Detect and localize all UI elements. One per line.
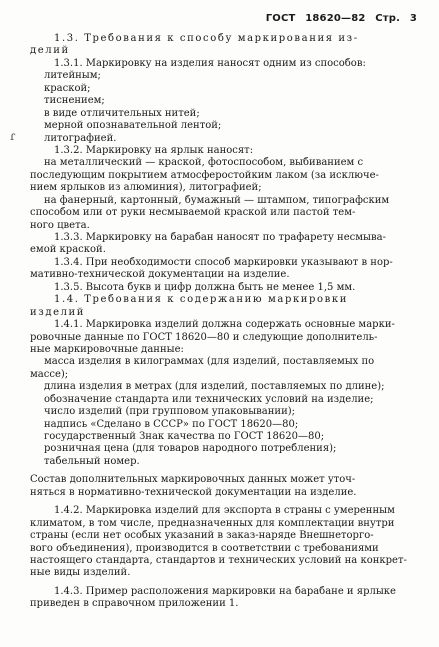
- list-item: розничная цена (для товаров народного потребления);: [44, 443, 337, 455]
- paragraph-line: ного цвета.: [30, 219, 90, 231]
- page-header: [266, 13, 417, 24]
- list-item: число изделий (при групповом упаковывании);: [44, 406, 296, 418]
- paragraph-line: ровочные данные по ГОСТ 18620—80 и следующие дополнитель-: [30, 331, 378, 343]
- paragraph-line: 1.3.2. Маркировку на ярлык наносят:: [54, 144, 254, 156]
- paragraph-line: 1.3.1. Маркировку на изделия наносят одним из способов:: [54, 57, 366, 69]
- paragraph-line: мативно-технической документации на изделие.: [30, 269, 290, 281]
- margin-mark: ɾ: [10, 129, 16, 143]
- paragraph-line: на металлический — краской, фотоспособом, выбиванием с: [44, 157, 364, 169]
- paragraph-line: 1.3.3. Маркировку на барабан наносят по трафарету несмыва-: [54, 232, 386, 243]
- paragraph-line: на фанерный, картонный, бумажный — штампом, типографским: [44, 194, 390, 206]
- paragraph-line: няться в нормативно-технической документации на изделие.: [30, 486, 357, 498]
- section-heading-continuation: изделий: [30, 306, 86, 318]
- list-item: массе);: [30, 368, 69, 380]
- paragraph-line: приведен в справочном приложении 1.: [30, 598, 239, 610]
- header-page-label: Стр.: [375, 13, 401, 24]
- section-heading: 1.3. Требования к способу маркирования из-: [54, 33, 359, 44]
- paragraph-line: 1.4.1. Маркировка изделий должна содержать основные марки-: [54, 319, 395, 331]
- list-item: государственный Знак качества по ГОСТ 18620—80;: [44, 431, 325, 442]
- paragraph-line: 1.4.3. Пример расположения маркировки на барабане и ярлыке: [54, 585, 396, 597]
- paragraph-line: настоящего стандарта, стандартов и технических условий на конкрет-: [30, 554, 407, 566]
- paragraph-line: климатом, в том числе, предназначенных для комплектации внутри: [30, 517, 395, 529]
- section-heading: 1.4. Требования к содержанию маркировки: [54, 294, 349, 306]
- header-standard-number: 18620—82: [305, 13, 366, 24]
- list-item: краской;: [44, 82, 91, 94]
- paragraph-line: страны (если нет особых указаний в заказ-наряде Внешнеторго-: [30, 530, 374, 542]
- paragraph-line: последующим покрытием атмосферостойким лаком (за исключе-: [30, 169, 379, 181]
- paragraph-line: ные виды изделий.: [30, 567, 131, 579]
- list-item: обозначение стандарта или технических условий на изделие;: [44, 393, 374, 405]
- list-item: масса изделия в килограммах (для изделий, поставляемых по: [44, 356, 375, 368]
- paragraph-line: вого объединения), производится в соответствии с требованиями: [30, 542, 379, 554]
- list-item: надпись «Сделано в СССР» по ГОСТ 18620—80;: [44, 418, 299, 430]
- paragraph-line: нием ярлыков из алюминия), литографией;: [30, 182, 262, 194]
- paragraph-line: 1.3.4. При необходимости способ маркировки указывают в нор-: [54, 256, 393, 268]
- header-gost: ГОСТ: [265, 13, 296, 24]
- section-heading-continuation: делий: [30, 45, 70, 57]
- paragraph-line: ные маркировочные данные:: [30, 343, 184, 355]
- paragraph-line: Состав дополнительных маркировочных данных может уточ-: [30, 474, 356, 486]
- document-body: [30, 33, 426, 611]
- paragraph-line: 1.3.5. Высота букв и цифр должна быть не менее 1,5 мм.: [54, 281, 356, 293]
- header-page-number: 3: [409, 13, 417, 24]
- paragraph-line: способом или от руки несмываемой краской или пастой тем-: [30, 207, 356, 219]
- paragraph-line: емой краской.: [30, 244, 106, 256]
- list-item: тиснением;: [44, 95, 105, 107]
- list-item: в виде отличительных нитей;: [44, 107, 200, 119]
- list-item: длина изделия в метрах (для изделий, поставляемых по длине);: [44, 381, 385, 393]
- paragraph-line: 1.4.2. Маркировка изделий для экспорта в страны с умеренным: [54, 505, 395, 517]
- list-item: табельный номер.: [44, 455, 140, 467]
- list-item: мерной опознавательной лентой;: [44, 120, 222, 132]
- list-item: литейным;: [44, 70, 101, 82]
- list-item: литографией.: [44, 132, 117, 144]
